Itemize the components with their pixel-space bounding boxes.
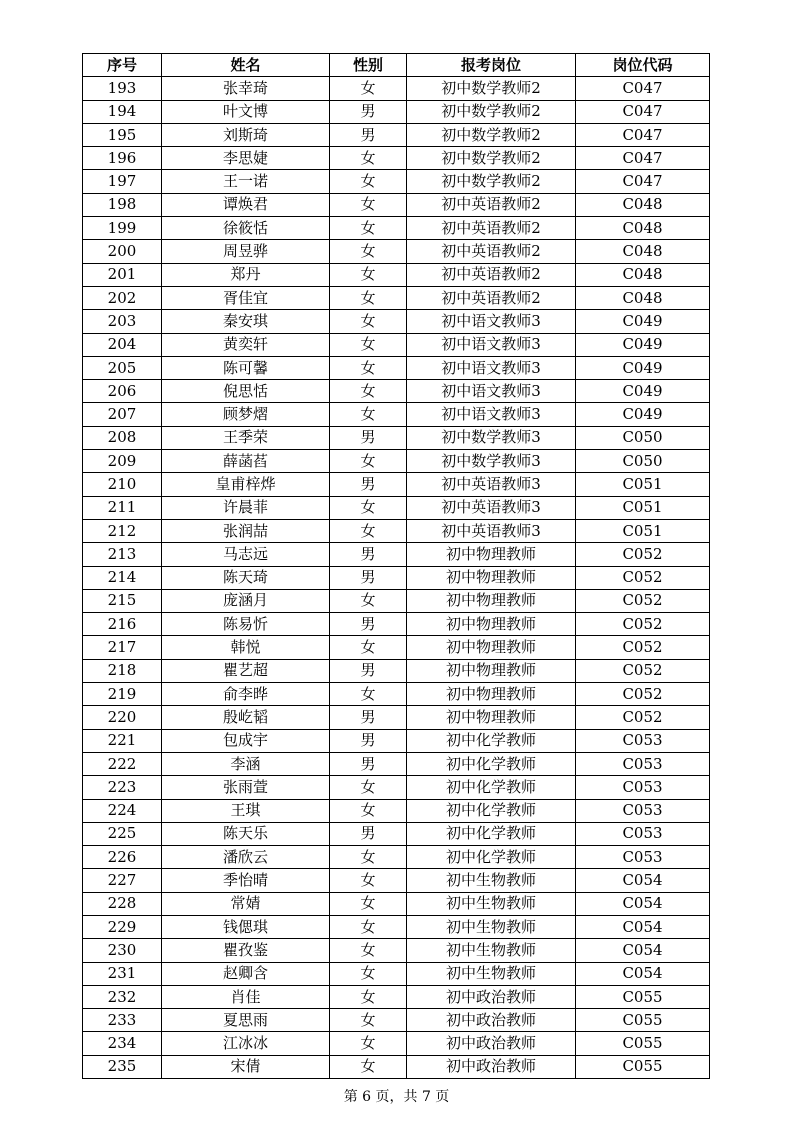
cell-seq: 221 (83, 729, 162, 752)
cell-gender: 女 (330, 333, 407, 356)
cell-name: 郑丹 (162, 263, 330, 286)
cell-position: 初中数学教师2 (407, 170, 576, 193)
cell-seq: 213 (83, 543, 162, 566)
table-row (83, 543, 710, 566)
cell-gender: 女 (330, 519, 407, 542)
cell-seq: 224 (83, 799, 162, 822)
cell-position: 初中数学教师2 (407, 123, 576, 146)
cell-position: 初中英语教师3 (407, 496, 576, 519)
cell-name: 潘欣云 (162, 846, 330, 869)
cell-name: 俞李晔 (162, 683, 330, 706)
cell-gender: 女 (330, 240, 407, 263)
cell-seq: 217 (83, 636, 162, 659)
cell-name: 张雨萱 (162, 776, 330, 799)
cell-seq: 216 (83, 613, 162, 636)
cell-gender: 女 (330, 636, 407, 659)
cell-seq: 195 (83, 123, 162, 146)
cell-seq: 222 (83, 752, 162, 775)
table-row (83, 77, 710, 100)
table-body (83, 77, 710, 1079)
table-row (83, 566, 710, 589)
cell-name: 李思婕 (162, 147, 330, 170)
cell-name: 庞涵月 (162, 589, 330, 612)
cell-gender: 女 (330, 683, 407, 706)
cell-position: 初中物理教师 (407, 566, 576, 589)
page-number: 第 6 页，共 7 页 (343, 1089, 450, 1105)
cell-gender: 女 (330, 799, 407, 822)
column-header-seq: 序号 (83, 54, 162, 77)
cell-name: 季怡晴 (162, 869, 330, 892)
column-header-position-code: 岗位代码 (576, 54, 710, 77)
cell-seq: 230 (83, 939, 162, 962)
cell-seq: 205 (83, 356, 162, 379)
cell-gender: 女 (330, 892, 407, 915)
cell-gender: 男 (330, 613, 407, 636)
cell-name: 夏思雨 (162, 1009, 330, 1032)
table-row (83, 589, 710, 612)
cell-seq: 197 (83, 170, 162, 193)
cell-seq: 208 (83, 426, 162, 449)
table-row (83, 659, 710, 682)
cell-position-code: C055 (576, 985, 710, 1008)
cell-gender: 女 (330, 589, 407, 612)
cell-gender: 女 (330, 496, 407, 519)
cell-seq: 203 (83, 310, 162, 333)
cell-seq: 233 (83, 1009, 162, 1032)
cell-gender: 女 (330, 869, 407, 892)
cell-position-code: C047 (576, 77, 710, 100)
cell-name: 黄奕轩 (162, 333, 330, 356)
cell-position-code: C049 (576, 333, 710, 356)
cell-position: 初中语文教师3 (407, 380, 576, 403)
table-row (83, 240, 710, 263)
cell-position-code: C053 (576, 776, 710, 799)
cell-name: 马志远 (162, 543, 330, 566)
cell-position: 初中英语教师2 (407, 263, 576, 286)
cell-position-code: C054 (576, 892, 710, 915)
table-row (83, 263, 710, 286)
cell-position-code: C052 (576, 589, 710, 612)
cell-name: 常婧 (162, 892, 330, 915)
cell-position-code: C052 (576, 543, 710, 566)
cell-position-code: C050 (576, 450, 710, 473)
cell-seq: 218 (83, 659, 162, 682)
cell-name: 钱偲琪 (162, 915, 330, 938)
cell-position-code: C051 (576, 496, 710, 519)
cell-position: 初中政治教师 (407, 985, 576, 1008)
cell-position-code: C053 (576, 799, 710, 822)
cell-position-code: C048 (576, 240, 710, 263)
cell-name: 李涵 (162, 752, 330, 775)
table-row (83, 683, 710, 706)
cell-position: 初中化学教师 (407, 846, 576, 869)
cell-seq: 220 (83, 706, 162, 729)
cell-position: 初中数学教师2 (407, 147, 576, 170)
cell-gender: 男 (330, 659, 407, 682)
cell-position-code: C055 (576, 1009, 710, 1032)
cell-seq: 207 (83, 403, 162, 426)
table-row (83, 613, 710, 636)
cell-name: 包成宇 (162, 729, 330, 752)
cell-position-code: C047 (576, 170, 710, 193)
table-row (83, 123, 710, 146)
cell-position-code: C054 (576, 869, 710, 892)
cell-seq: 198 (83, 193, 162, 216)
cell-seq: 196 (83, 147, 162, 170)
cell-seq: 199 (83, 217, 162, 240)
cell-gender: 男 (330, 426, 407, 449)
cell-position: 初中数学教师2 (407, 100, 576, 123)
cell-position-code: C052 (576, 683, 710, 706)
table-row (83, 799, 710, 822)
cell-gender: 女 (330, 450, 407, 473)
table-row (83, 822, 710, 845)
cell-seq: 228 (83, 892, 162, 915)
cell-position-code: C053 (576, 822, 710, 845)
roster-table (82, 53, 710, 1079)
table-row (83, 496, 710, 519)
cell-position-code: C054 (576, 939, 710, 962)
cell-position-code: C048 (576, 193, 710, 216)
cell-position-code: C049 (576, 403, 710, 426)
cell-seq: 202 (83, 286, 162, 309)
cell-name: 肖佳 (162, 985, 330, 1008)
cell-name: 胥佳宜 (162, 286, 330, 309)
cell-position-code: C047 (576, 123, 710, 146)
cell-name: 倪思恬 (162, 380, 330, 403)
cell-gender: 女 (330, 985, 407, 1008)
cell-position-code: C052 (576, 613, 710, 636)
cell-name: 顾梦熠 (162, 403, 330, 426)
cell-position-code: C054 (576, 915, 710, 938)
cell-name: 瞿艺超 (162, 659, 330, 682)
cell-gender: 女 (330, 1009, 407, 1032)
table-row (83, 473, 710, 496)
cell-seq: 204 (83, 333, 162, 356)
cell-position: 初中生物教师 (407, 915, 576, 938)
cell-name: 谭焕君 (162, 193, 330, 216)
cell-position: 初中英语教师2 (407, 193, 576, 216)
cell-gender: 女 (330, 915, 407, 938)
cell-seq: 234 (83, 1032, 162, 1055)
cell-position: 初中政治教师 (407, 1032, 576, 1055)
cell-gender: 男 (330, 123, 407, 146)
cell-gender: 男 (330, 822, 407, 845)
table-row (83, 170, 710, 193)
cell-gender: 男 (330, 543, 407, 566)
table-row (83, 310, 710, 333)
table-row (83, 729, 710, 752)
cell-seq: 226 (83, 846, 162, 869)
cell-seq: 215 (83, 589, 162, 612)
cell-position-code: C050 (576, 426, 710, 449)
table-row (83, 985, 710, 1008)
cell-gender: 女 (330, 939, 407, 962)
cell-gender: 男 (330, 473, 407, 496)
cell-position: 初中物理教师 (407, 683, 576, 706)
cell-position: 初中生物教师 (407, 892, 576, 915)
cell-position: 初中化学教师 (407, 799, 576, 822)
cell-position-code: C049 (576, 356, 710, 379)
cell-position-code: C049 (576, 380, 710, 403)
cell-position: 初中英语教师2 (407, 217, 576, 240)
cell-name: 王季荣 (162, 426, 330, 449)
cell-position-code: C049 (576, 310, 710, 333)
cell-position-code: C055 (576, 1032, 710, 1055)
cell-seq: 235 (83, 1055, 162, 1078)
cell-position: 初中物理教师 (407, 636, 576, 659)
table-row (83, 1009, 710, 1032)
table-row (83, 519, 710, 542)
cell-gender: 女 (330, 170, 407, 193)
cell-name: 薛菡萏 (162, 450, 330, 473)
cell-position-code: C052 (576, 659, 710, 682)
table-row (83, 193, 710, 216)
cell-position: 初中物理教师 (407, 613, 576, 636)
cell-name: 王琪 (162, 799, 330, 822)
cell-seq: 229 (83, 915, 162, 938)
table-row (83, 403, 710, 426)
table-row (83, 426, 710, 449)
cell-name: 王一诺 (162, 170, 330, 193)
table-row (83, 100, 710, 123)
cell-seq: 227 (83, 869, 162, 892)
cell-gender: 女 (330, 356, 407, 379)
cell-seq: 200 (83, 240, 162, 263)
cell-position-code: C053 (576, 846, 710, 869)
cell-gender: 女 (330, 776, 407, 799)
cell-position-code: C047 (576, 147, 710, 170)
cell-name: 陈可馨 (162, 356, 330, 379)
cell-position: 初中物理教师 (407, 543, 576, 566)
cell-gender: 女 (330, 310, 407, 333)
cell-position-code: C048 (576, 263, 710, 286)
cell-seq: 232 (83, 985, 162, 1008)
cell-name: 张幸琦 (162, 77, 330, 100)
cell-position-code: C048 (576, 217, 710, 240)
table-row (83, 217, 710, 240)
table-row (83, 869, 710, 892)
cell-position: 初中英语教师3 (407, 519, 576, 542)
cell-position-code: C047 (576, 100, 710, 123)
cell-name: 许晨菲 (162, 496, 330, 519)
cell-gender: 男 (330, 752, 407, 775)
cell-position: 初中生物教师 (407, 869, 576, 892)
cell-position: 初中物理教师 (407, 659, 576, 682)
cell-seq: 223 (83, 776, 162, 799)
cell-name: 刘斯琦 (162, 123, 330, 146)
cell-name: 韩悦 (162, 636, 330, 659)
cell-gender: 女 (330, 286, 407, 309)
cell-name: 张润喆 (162, 519, 330, 542)
table-row (83, 286, 710, 309)
table-row (83, 915, 710, 938)
cell-gender: 女 (330, 77, 407, 100)
cell-seq: 201 (83, 263, 162, 286)
cell-position: 初中政治教师 (407, 1055, 576, 1078)
table-row (83, 706, 710, 729)
table-row (83, 1032, 710, 1055)
cell-position-code: C053 (576, 729, 710, 752)
cell-position: 初中数学教师3 (407, 426, 576, 449)
cell-name: 赵卿含 (162, 962, 330, 985)
table-row (83, 147, 710, 170)
table-header-row (83, 54, 710, 77)
table-row (83, 356, 710, 379)
cell-position: 初中政治教师 (407, 1009, 576, 1032)
table-row (83, 450, 710, 473)
cell-name: 周昱骅 (162, 240, 330, 263)
cell-gender: 女 (330, 217, 407, 240)
cell-gender: 女 (330, 263, 407, 286)
cell-name: 瞿孜鉴 (162, 939, 330, 962)
cell-position: 初中化学教师 (407, 822, 576, 845)
cell-position: 初中生物教师 (407, 939, 576, 962)
cell-position: 初中英语教师3 (407, 473, 576, 496)
cell-seq: 225 (83, 822, 162, 845)
cell-name: 陈天乐 (162, 822, 330, 845)
cell-position-code: C051 (576, 519, 710, 542)
cell-position: 初中语文教师3 (407, 403, 576, 426)
cell-name: 叶文博 (162, 100, 330, 123)
cell-gender: 女 (330, 380, 407, 403)
cell-position-code: C052 (576, 566, 710, 589)
cell-seq: 206 (83, 380, 162, 403)
cell-gender: 女 (330, 147, 407, 170)
table-row (83, 962, 710, 985)
column-header-position: 报考岗位 (407, 54, 576, 77)
cell-gender: 男 (330, 100, 407, 123)
cell-seq: 209 (83, 450, 162, 473)
cell-gender: 女 (330, 1032, 407, 1055)
cell-gender: 女 (330, 403, 407, 426)
cell-gender: 女 (330, 1055, 407, 1078)
table-row (83, 752, 710, 775)
table-row (83, 333, 710, 356)
cell-seq: 210 (83, 473, 162, 496)
cell-gender: 男 (330, 706, 407, 729)
cell-name: 殷屹韬 (162, 706, 330, 729)
cell-name: 徐筱恬 (162, 217, 330, 240)
cell-position: 初中语文教师3 (407, 356, 576, 379)
cell-position: 初中英语教师2 (407, 240, 576, 263)
table-row (83, 892, 710, 915)
cell-position: 初中物理教师 (407, 589, 576, 612)
cell-position: 初中数学教师3 (407, 450, 576, 473)
table-row (83, 846, 710, 869)
cell-seq: 212 (83, 519, 162, 542)
cell-name: 秦安琪 (162, 310, 330, 333)
cell-position: 初中生物教师 (407, 962, 576, 985)
table-row (83, 380, 710, 403)
cell-position-code: C052 (576, 706, 710, 729)
cell-seq: 194 (83, 100, 162, 123)
cell-position-code: C048 (576, 286, 710, 309)
cell-name: 皇甫梓烨 (162, 473, 330, 496)
cell-position: 初中化学教师 (407, 776, 576, 799)
cell-gender: 女 (330, 193, 407, 216)
cell-position: 初中物理教师 (407, 706, 576, 729)
cell-seq: 211 (83, 496, 162, 519)
cell-position: 初中语文教师3 (407, 333, 576, 356)
cell-gender: 女 (330, 846, 407, 869)
cell-name: 陈天琦 (162, 566, 330, 589)
cell-position-code: C051 (576, 473, 710, 496)
cell-name: 陈易忻 (162, 613, 330, 636)
cell-seq: 219 (83, 683, 162, 706)
cell-name: 宋倩 (162, 1055, 330, 1078)
table-row (83, 636, 710, 659)
cell-position-code: C055 (576, 1055, 710, 1078)
table-row (83, 1055, 710, 1078)
cell-position-code: C053 (576, 752, 710, 775)
cell-seq: 231 (83, 962, 162, 985)
cell-position-code: C054 (576, 962, 710, 985)
cell-gender: 女 (330, 962, 407, 985)
cell-position: 初中英语教师2 (407, 286, 576, 309)
cell-position: 初中化学教师 (407, 752, 576, 775)
cell-position: 初中数学教师2 (407, 77, 576, 100)
cell-gender: 男 (330, 566, 407, 589)
table-row (83, 939, 710, 962)
column-header-gender: 性别 (330, 54, 407, 77)
cell-seq: 193 (83, 77, 162, 100)
cell-position-code: C052 (576, 636, 710, 659)
cell-position: 初中化学教师 (407, 729, 576, 752)
cell-position: 初中语文教师3 (407, 310, 576, 333)
table-row (83, 776, 710, 799)
cell-seq: 214 (83, 566, 162, 589)
cell-name: 江冰冰 (162, 1032, 330, 1055)
column-header-name: 姓名 (162, 54, 330, 77)
cell-gender: 男 (330, 729, 407, 752)
